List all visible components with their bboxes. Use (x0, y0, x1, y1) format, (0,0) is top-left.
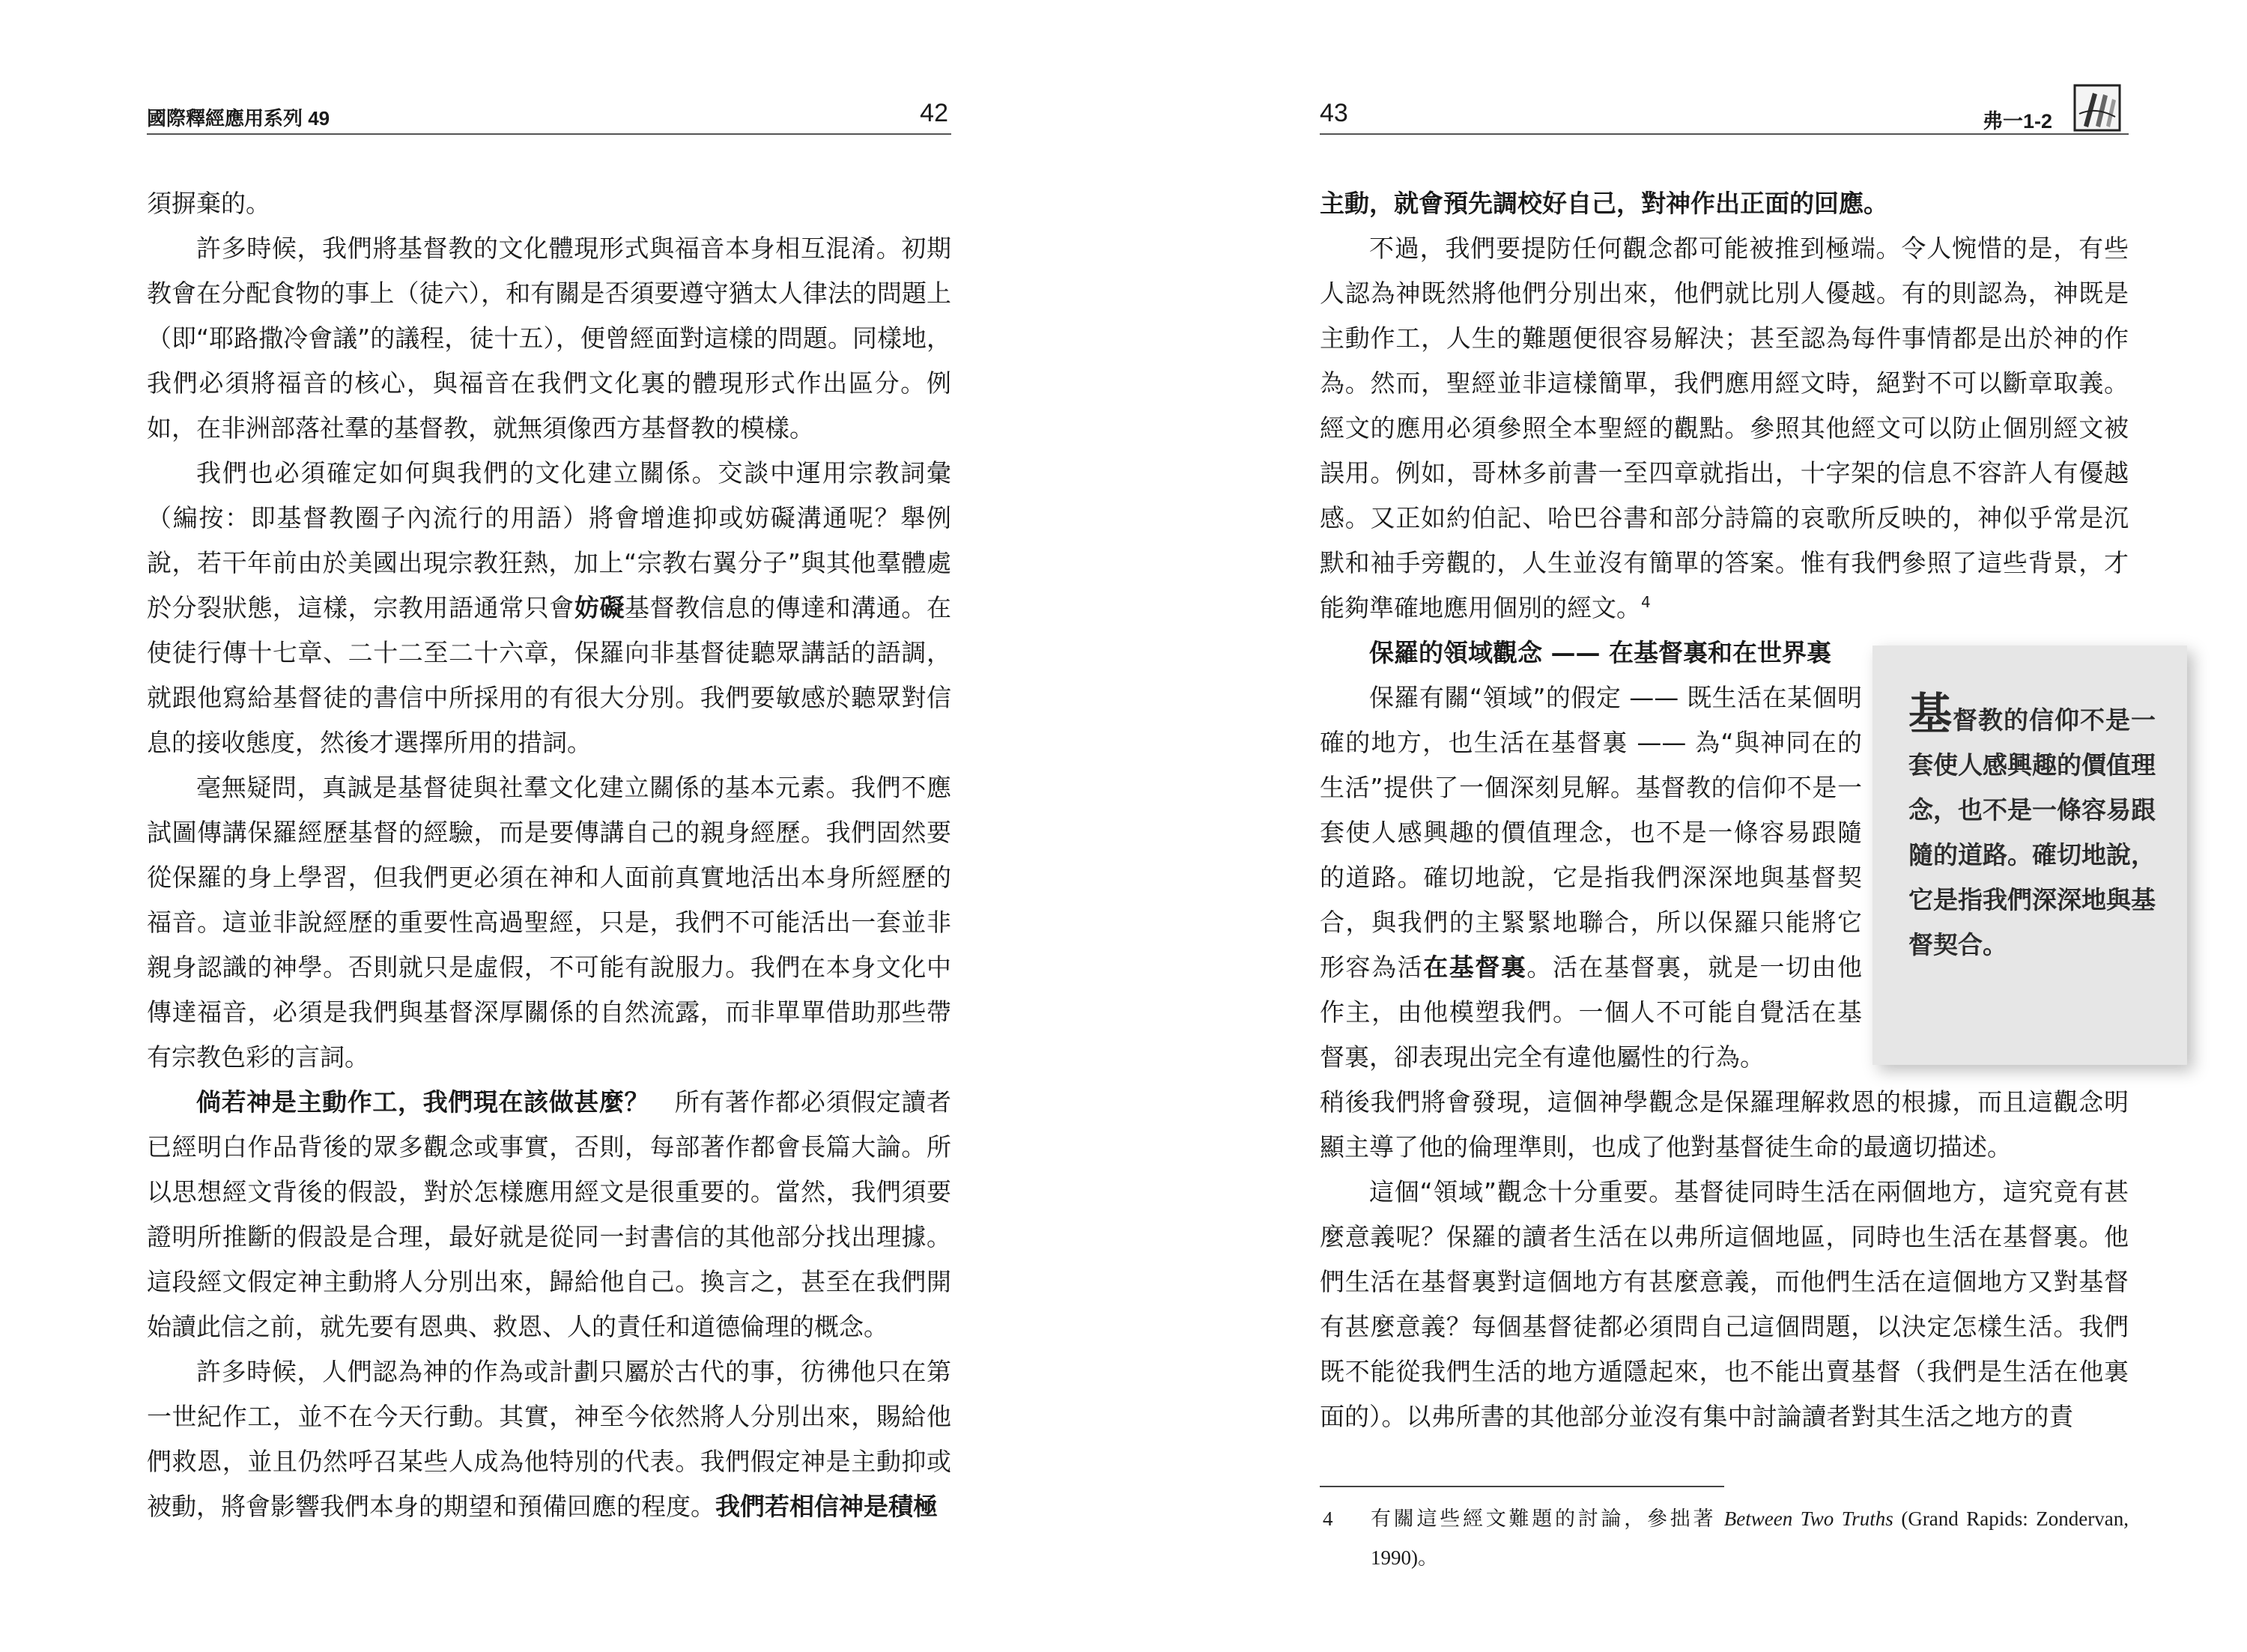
bold-term: 妨礙 (574, 593, 625, 622)
narrow-column (1320, 631, 1862, 1080)
page-number-left: 42 (920, 99, 948, 127)
pull-quote-body: 督教的信仰不是一套使人感興趣的價值理念，也不是一條容易跟隨的道路。確切地說，它是指我們深深地與基督契合。 (1908, 705, 2156, 959)
footnote-marker[interactable]: 4 (1641, 593, 1651, 611)
footnote-rule (1320, 1486, 1724, 1487)
paragraph-culture (147, 451, 951, 765)
section-heading: 倘若神是主動作工，我們現在該做甚麼？ (196, 1087, 650, 1117)
text-run: 不過，我們要提防任何觀念都可能被推到極端。令人惋惜的是，有些人認為神既然將他們分別出來，他們就比別人優越。有的則認為，神既是主動作工，人生的難題便很容易解決；甚至認為每件事情都是出於神的作為。然而，聖經並非這樣簡單，我們應用經文時，絕對不可以斷章取義。經文的應用必須參照全本聖經的觀點。參照其他經文可以防止個別經文被誤用。例如，哥林多前書一至四章就指出，十字架的信息不容許人有優越感。又正如約伯記、哈巴谷書和部分詩篇的哀歌所反映的，神似乎常是沉默和袖手旁觀的，人生並沒有簡單的答案。惟有我們參照了這些背景，才能夠準確地應用個別的經文。 (1320, 234, 2129, 622)
pull-quote-text (1908, 688, 2156, 968)
section-heading: 保羅的領域觀念 —— 在基督裏和在世界裏 (1369, 638, 1831, 667)
text-run: 所有著作都必須假定讀者已經明白作品背後的眾多觀念或事實，否則，每部著作都會長篇大論。所以思想經文背後的假設，對於怎樣應用經文是很重要的。當然，我們須要證明所推斷的假設是合理，最好就是從同一封書信的其他部分找出理據。這段經文假定神主動將人分別出來，歸給他自己。換言之，甚至在我們開始讀此信之前，就先要有恩典、救恩、人的責任和道德倫理的概念。 (147, 1087, 952, 1341)
footnote (1320, 1499, 2129, 1577)
paragraph: 毫無疑問，真誠是基督徒與社羣文化建立關係的基本元素。我們不應試圖傳講保羅經歷基督的經驗，而是要傳講自己的親身經歷。我們固然要從保羅的身上學習，但我們更必須在神和人面前真實地活出本身所經歷的福音。這並非說經歷的重要性高過聖經，只是，我們不可能活出一套並非親身認識的神學。否則就只是虛假，不可能有說服力。我們在本身文化中傳達福音，必須是我們與基督深厚關係的自然流露，而非單單借助那些帶有宗教色彩的言詞。 (147, 773, 951, 1072)
paragraph-continued (1320, 181, 2129, 226)
drop-cap: 基 (1908, 688, 1953, 739)
paragraph: 須摒棄的。 (147, 189, 270, 218)
text-run: 保羅有關“領域”的假定 —— 既生活在某個明確的地方，也生活在基督裏 —— 為“與神同在的生活”提供了一個深刻見解。基督教的信仰不是一套使人感興趣的價值理念，也不是一條容易跟隨的道路。確切地說，它是指我們深深地與基督契合，與我們的主緊緊地聯合，所以保羅只能將它形容為活 (1320, 683, 1862, 982)
paragraph: 稍後我們將會發現，這個神學觀念是保羅理解救恩的根據，而且這觀念明顯主導了他的倫理準則，也成了他對基督徒生命的最適切描述。 (1320, 1087, 2129, 1161)
bold-sentence: 主動，就會預先調校好自己，對神作出正面的回應。 (1320, 189, 1888, 218)
paragraph: 許多時候，我們將基督教的文化體現形式與福音本身相互混淆。初期教會在分配食物的事上（徒六），和有關是否須要遵守猶太人律法的問題上（即“耶路撒冷會議”的議程，徒十五），便曾經面對這樣的問題。同樣地，我們必須將福音的核心，與福音在我們文化裏的體現形式作出區分。例如，在非洲部落社羣的基督教，就無須像西方基督教的模樣。 (147, 234, 951, 443)
right-body-text (1320, 181, 2156, 1439)
page-number-right: 43 (1320, 99, 1348, 127)
left-running-header (147, 96, 951, 135)
paragraph-realm (1320, 675, 1862, 1080)
scripture-reference: 弗一1-2 (1982, 110, 2052, 133)
pull-quote-box (1872, 646, 2187, 1065)
series-logo-icon (2073, 84, 2121, 132)
paragraph-last (147, 1349, 951, 1529)
footnote-body (1371, 1499, 2129, 1577)
bold-sentence: 我們若相信神是積極 (715, 1492, 938, 1521)
paragraph-with-heading (147, 1080, 951, 1349)
left-body-text (147, 181, 951, 1529)
text-run: 我們也必須確定如何與我們的文化建立關係。交談中運用宗教詞彙（編按：即基督教圈子內流行的用語）將會增進抑或妨礙溝通呢？舉例說，若干年前由於美國出現宗教狂熱，加上“宗教右翼分子”與其他羣體處於分裂狀態，這樣，宗教用語通常只會 (147, 458, 951, 622)
footnote-number: 4 (1323, 1507, 1333, 1530)
text-run: 基督教信息的傳達和溝通。在使徒行傳十七章、二十二至二十六章，保羅向非基督徒聽眾講話的語調，就跟他寫給基督徒的書信中所採用的有很大分別。我們要敏感於聽眾對信息的接收態度，然後才選擇所用的措詞。 (147, 593, 952, 757)
paragraph-extreme (1320, 226, 2129, 631)
text-run: 。活在基督裏，就是一切由他作主，由他模塑我們。一個人不可能自覺活在基督裏，卻表現出完全有違他屬性的行為。 (1320, 953, 1863, 1072)
text-run: 有關這些經文難題的討論，參拙著 (1371, 1507, 1724, 1530)
right-page (1124, 0, 2247, 1652)
text-run: (Grand Rapids: Zondervan, 1990)。 (1371, 1507, 2129, 1569)
right-running-header (1320, 96, 2129, 135)
paragraph: 這個“領域”觀念十分重要。基督徒同時生活在兩個地方，這究竟有甚麼意義呢？保羅的讀者生活在以弗所這個地區，同時也生活在基督裏。他們生活在基督裏對這個地方有甚麼意義，而他們生活在這個地方又對基督有甚麼意義？每個基督徒都必須問自己這個問題，以決定怎樣生活。我們既不能從我們生活的地方遁隱起來，也不能出賣基督（我們是生活在他裏面的）。以弗所書的其他部分並沒有集中討論讀者對其生活之地方的責 (1320, 1177, 2129, 1431)
book-title: Between Two Truths (1723, 1507, 1893, 1530)
series-title: 國際釋經應用系列 49 (147, 107, 330, 130)
bold-term: 在基督裏 (1423, 953, 1527, 982)
callout-section (1320, 631, 2156, 1080)
text-run: 許多時候，人們認為神的作為或計劃只屬於古代的事，彷彿他只在第一世紀作工，並不在今天行動。其實，神至今依然將人分別出來，賜給他們救恩，並且仍然呼召某些人成為他特別的代表。我們假定神是主動抑或被動，將會影響我們本身的期望和預備回應的程度。 (147, 1357, 951, 1521)
